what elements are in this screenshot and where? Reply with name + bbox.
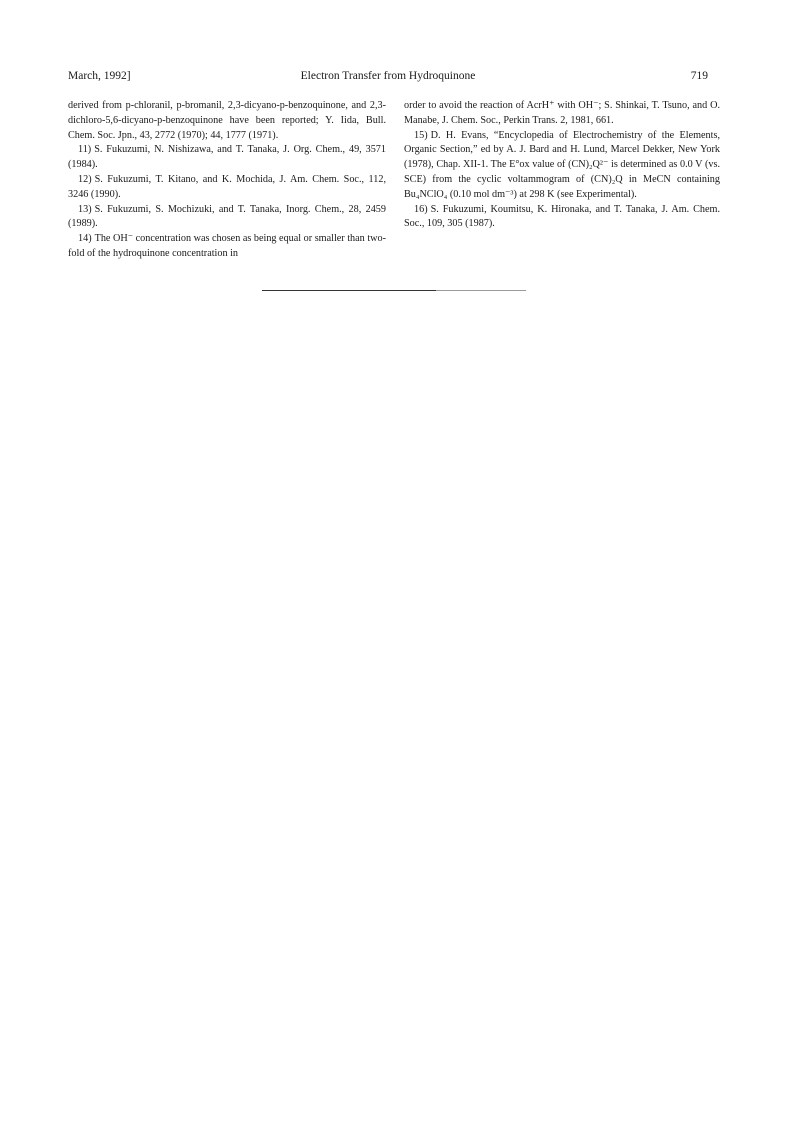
reference-number: 14): [78, 233, 92, 245]
reference-text: D. H. Evans, “Encyclopedia of Electrochemistry of the Elements, Organic Section,” ed by A. J. Bard and H. Lund, Marcel Dekker, New York (1978), Chap. XII-1. The E°ox value of (CN)₂Q²⁻ is determined as 0.0 V (vs. SCE) from the cyclic voltammogram of (CN)₂Q in MeCN containing Bu₄NClO₄ (0.10 mol dm⁻³) at 298 K (see Experimental).: [404, 129, 720, 200]
reference-number: 12): [78, 173, 92, 185]
end-of-article-rule-faint: [436, 290, 526, 291]
reference-continuation: order to avoid the reaction of AcrH⁺ with OH⁻; S. Shinkai, T. Tsuno, and O. Manabe, J. Chem. Soc., Perkin Trans. 2, 1981, 661.: [404, 100, 720, 126]
reference-number: 16): [414, 203, 428, 215]
reference-text: S. Fukuzumi, T. Kitano, and K. Mochida, J. Am. Chem. Soc., 112, 3246 (1990).: [68, 173, 386, 200]
left-column: [68, 99, 386, 262]
reference-13: [68, 203, 386, 233]
running-header: [68, 70, 708, 84]
header-date: March, 1992]: [68, 70, 131, 82]
reference-number: 13): [78, 203, 92, 215]
reference-text: S. Fukuzumi, S. Mochizuki, and T. Tanaka, Inorg. Chem., 28, 2459 (1989).: [68, 203, 386, 230]
reference-11: [68, 143, 386, 173]
right-column: [404, 99, 720, 232]
reference-number: 15): [414, 129, 428, 141]
reference-text: S. Fukuzumi, Koumitsu, K. Hironaka, and T. Tanaka, J. Am. Chem. Soc., 109, 305 (1987).: [404, 203, 720, 230]
reference-12: [68, 173, 386, 203]
reference-text: The OH⁻ concentration was chosen as being equal or smaller than two-fold of the hydroquinone concentration in: [68, 233, 386, 259]
reference-15: [404, 129, 720, 203]
page-number: 719: [690, 70, 708, 82]
reference-16: [404, 203, 720, 233]
reference-14: [68, 232, 386, 262]
header-title: Electron Transfer from Hydroquinone: [300, 70, 476, 82]
reference-continuation: derived from p-chloranil, p-bromanil, 2,3-dicyano-p-benzoquinone, and 2,3-dichloro-5,6-dicyano-p-benzoquinone have been reported; Y. Iida, Bull. Chem. Soc. Jpn., 43, 2772 (1970); 44, 1777 (1971).: [68, 100, 386, 141]
reference-number: 11): [78, 144, 92, 156]
reference-text: S. Fukuzumi, N. Nishizawa, and T. Tanaka, J. Org. Chem., 49, 3571 (1984).: [68, 144, 386, 171]
